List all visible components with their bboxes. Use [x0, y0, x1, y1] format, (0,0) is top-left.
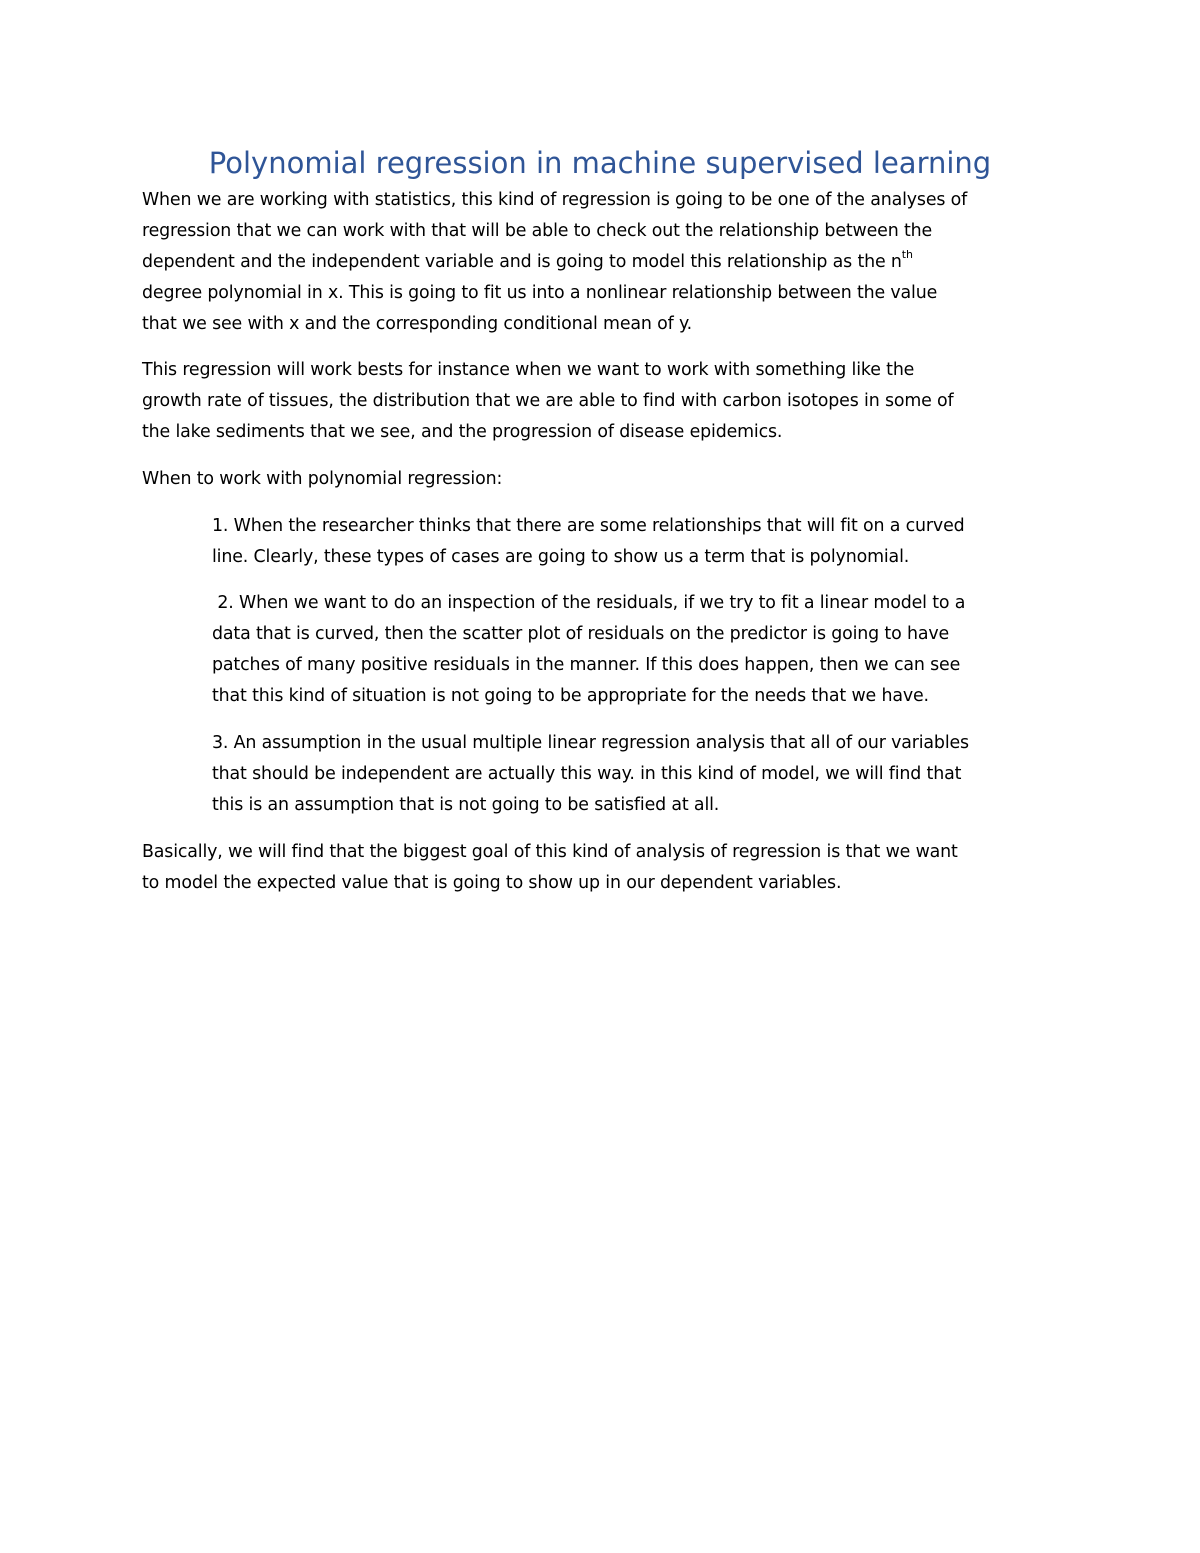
paragraph-line: growth rate of tissues, the distribution that we are able to find with carbon isotopes in some of — [142, 391, 954, 411]
paragraph-line: to model the expected value that is going to show up in our dependent variables. — [142, 873, 842, 893]
superscript-th: th — [901, 248, 913, 261]
list-item-line: patches of many positive residuals in the manner. If this does happen, then we can see — [212, 655, 961, 675]
paragraph-line: degree polynomial in x. This is going to fit us into a nonlinear relationship between the value — [142, 283, 938, 303]
paragraph-line — [142, 247, 1072, 278]
applications-paragraph — [142, 355, 1072, 448]
paragraph-line: the lake sediments that we see, and the progression of disease epidemics. — [142, 422, 783, 442]
list-item-line: that this kind of situation is not going to be appropriate for the needs that we have. — [212, 686, 929, 706]
paragraph-line-text: dependent and the independent variable and is going to model this relationship as the n — [142, 252, 902, 272]
list-item-line: 3. An assumption in the usual multiple linear regression analysis that all of our variables — [212, 733, 969, 753]
paragraph-line: regression that we can work with that will be able to check out the relationship between the — [142, 221, 933, 241]
conclusion-paragraph — [142, 837, 1072, 899]
paragraph-line: that we see with x and the corresponding conditional mean of y. — [142, 314, 693, 334]
paragraph-line: Basically, we will find that the biggest goal of this kind of analysis of regression is that we want — [142, 842, 958, 862]
list-item-line: this is an assumption that is not going to be satisfied at all. — [212, 795, 720, 815]
list-item-line: data that is curved, then the scatter plot of residuals on the predictor is going to have — [212, 624, 950, 644]
list-item-1 — [212, 511, 1072, 573]
list-heading — [142, 464, 1072, 495]
intro-paragraph — [142, 185, 1072, 340]
list-item-line: 1. When the researcher thinks that there are some relationships that will fit on a curved — [212, 516, 965, 536]
list-item-line: 2. When we want to do an inspection of the residuals, if we try to fit a linear model to a — [212, 593, 966, 613]
list-heading-text: When to work with polynomial regression: — [142, 469, 503, 489]
list-item-2 — [212, 588, 1072, 712]
list-item-line: line. Clearly, these types of cases are going to show us a term that is polynomial. — [212, 547, 910, 567]
paragraph-line: This regression will work bests for instance when we want to work with something like the — [142, 360, 915, 380]
paragraph-line: When we are working with statistics, this kind of regression is going to be one of the analyses of — [142, 190, 968, 210]
list-item-line: that should be independent are actually this way. in this kind of model, we will find that — [212, 764, 962, 784]
document-title: Polynomial regression in machine supervised learning — [208, 146, 992, 180]
list-item-3 — [212, 728, 1072, 821]
